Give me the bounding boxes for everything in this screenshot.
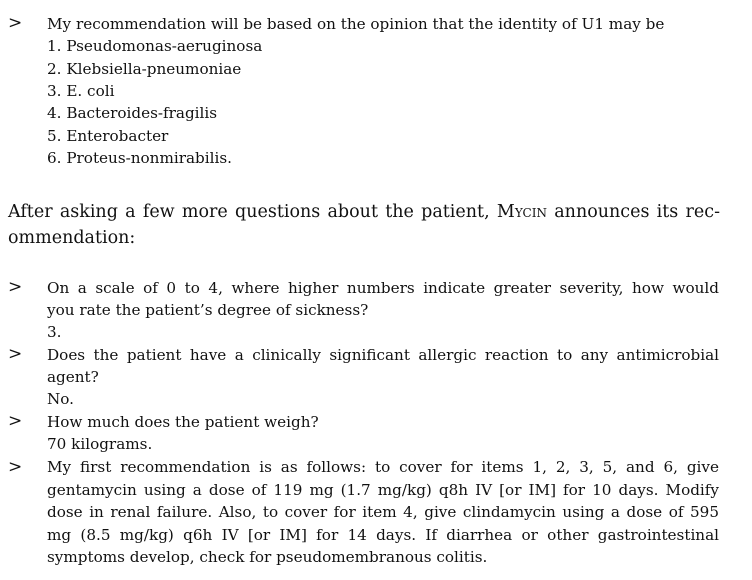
recommendation-line: symptoms develop, check for pseudomembranous colitis. [47, 548, 488, 566]
prompt-marker: > [8, 277, 23, 297]
organism-item: 1. Pseudomonas-aeruginosa [47, 37, 263, 55]
narrative-line-2: ommendation: [8, 228, 136, 248]
recommendation-intro: My recommendation will be based on the opinion that the identity of U1 may be [47, 15, 665, 33]
answer-line: 3. [47, 323, 62, 341]
prompt-marker: > [8, 411, 23, 431]
organism-item: 5. Enterobacter [47, 126, 169, 145]
organism-item: 2. Klebsiella-pneumoniae [47, 59, 242, 78]
answer-line: No. [47, 390, 74, 408]
narrative-line-1: After asking a few more questions about the patient, Mycin announces its rec- [8, 202, 720, 222]
recommendation-line: mg (8.5 mg/kg) q6h IV [or IM] for 14 days. If diarrhea or other gastrointestinal [47, 525, 719, 544]
answer-line: 70 kilograms. [47, 435, 153, 453]
question-line: Does the patient have a clinically significant allergic reaction to any antimicrobial [47, 346, 719, 364]
narrative-paragraph [8, 199, 720, 251]
prompt-marker: > [8, 457, 23, 477]
prompt-marker: > [8, 344, 23, 364]
organism-item: 4. Bacteroides-fragilis [47, 104, 218, 122]
recommendation-line: dose in renal failure. Also, to cover for item 4, give clindamycin using a dose of 595 [47, 503, 719, 521]
mycin-name: Mycin [496, 202, 547, 222]
question-line: agent? [47, 368, 99, 386]
recommendation-line: gentamycin using a dose of 119 mg (1.7 mg/kg) q8h IV [or IM] for 10 days. Modify [47, 480, 719, 499]
organism-item: 3. E. coli [47, 82, 115, 100]
question-line: On a scale of 0 to 4, where higher numbers indicate greater severity, how would [47, 279, 719, 297]
recommendation-line: My first recommendation is as follows: to cover for items 1, 2, 3, 5, and 6, give [47, 458, 719, 476]
question-line: How much does the patient weigh? [47, 413, 319, 431]
organism-item: 6. Proteus-nonmirabilis. [47, 149, 232, 167]
question-line: you rate the patient’s degree of sickness? [47, 301, 369, 319]
prompt-marker: > [8, 13, 23, 33]
